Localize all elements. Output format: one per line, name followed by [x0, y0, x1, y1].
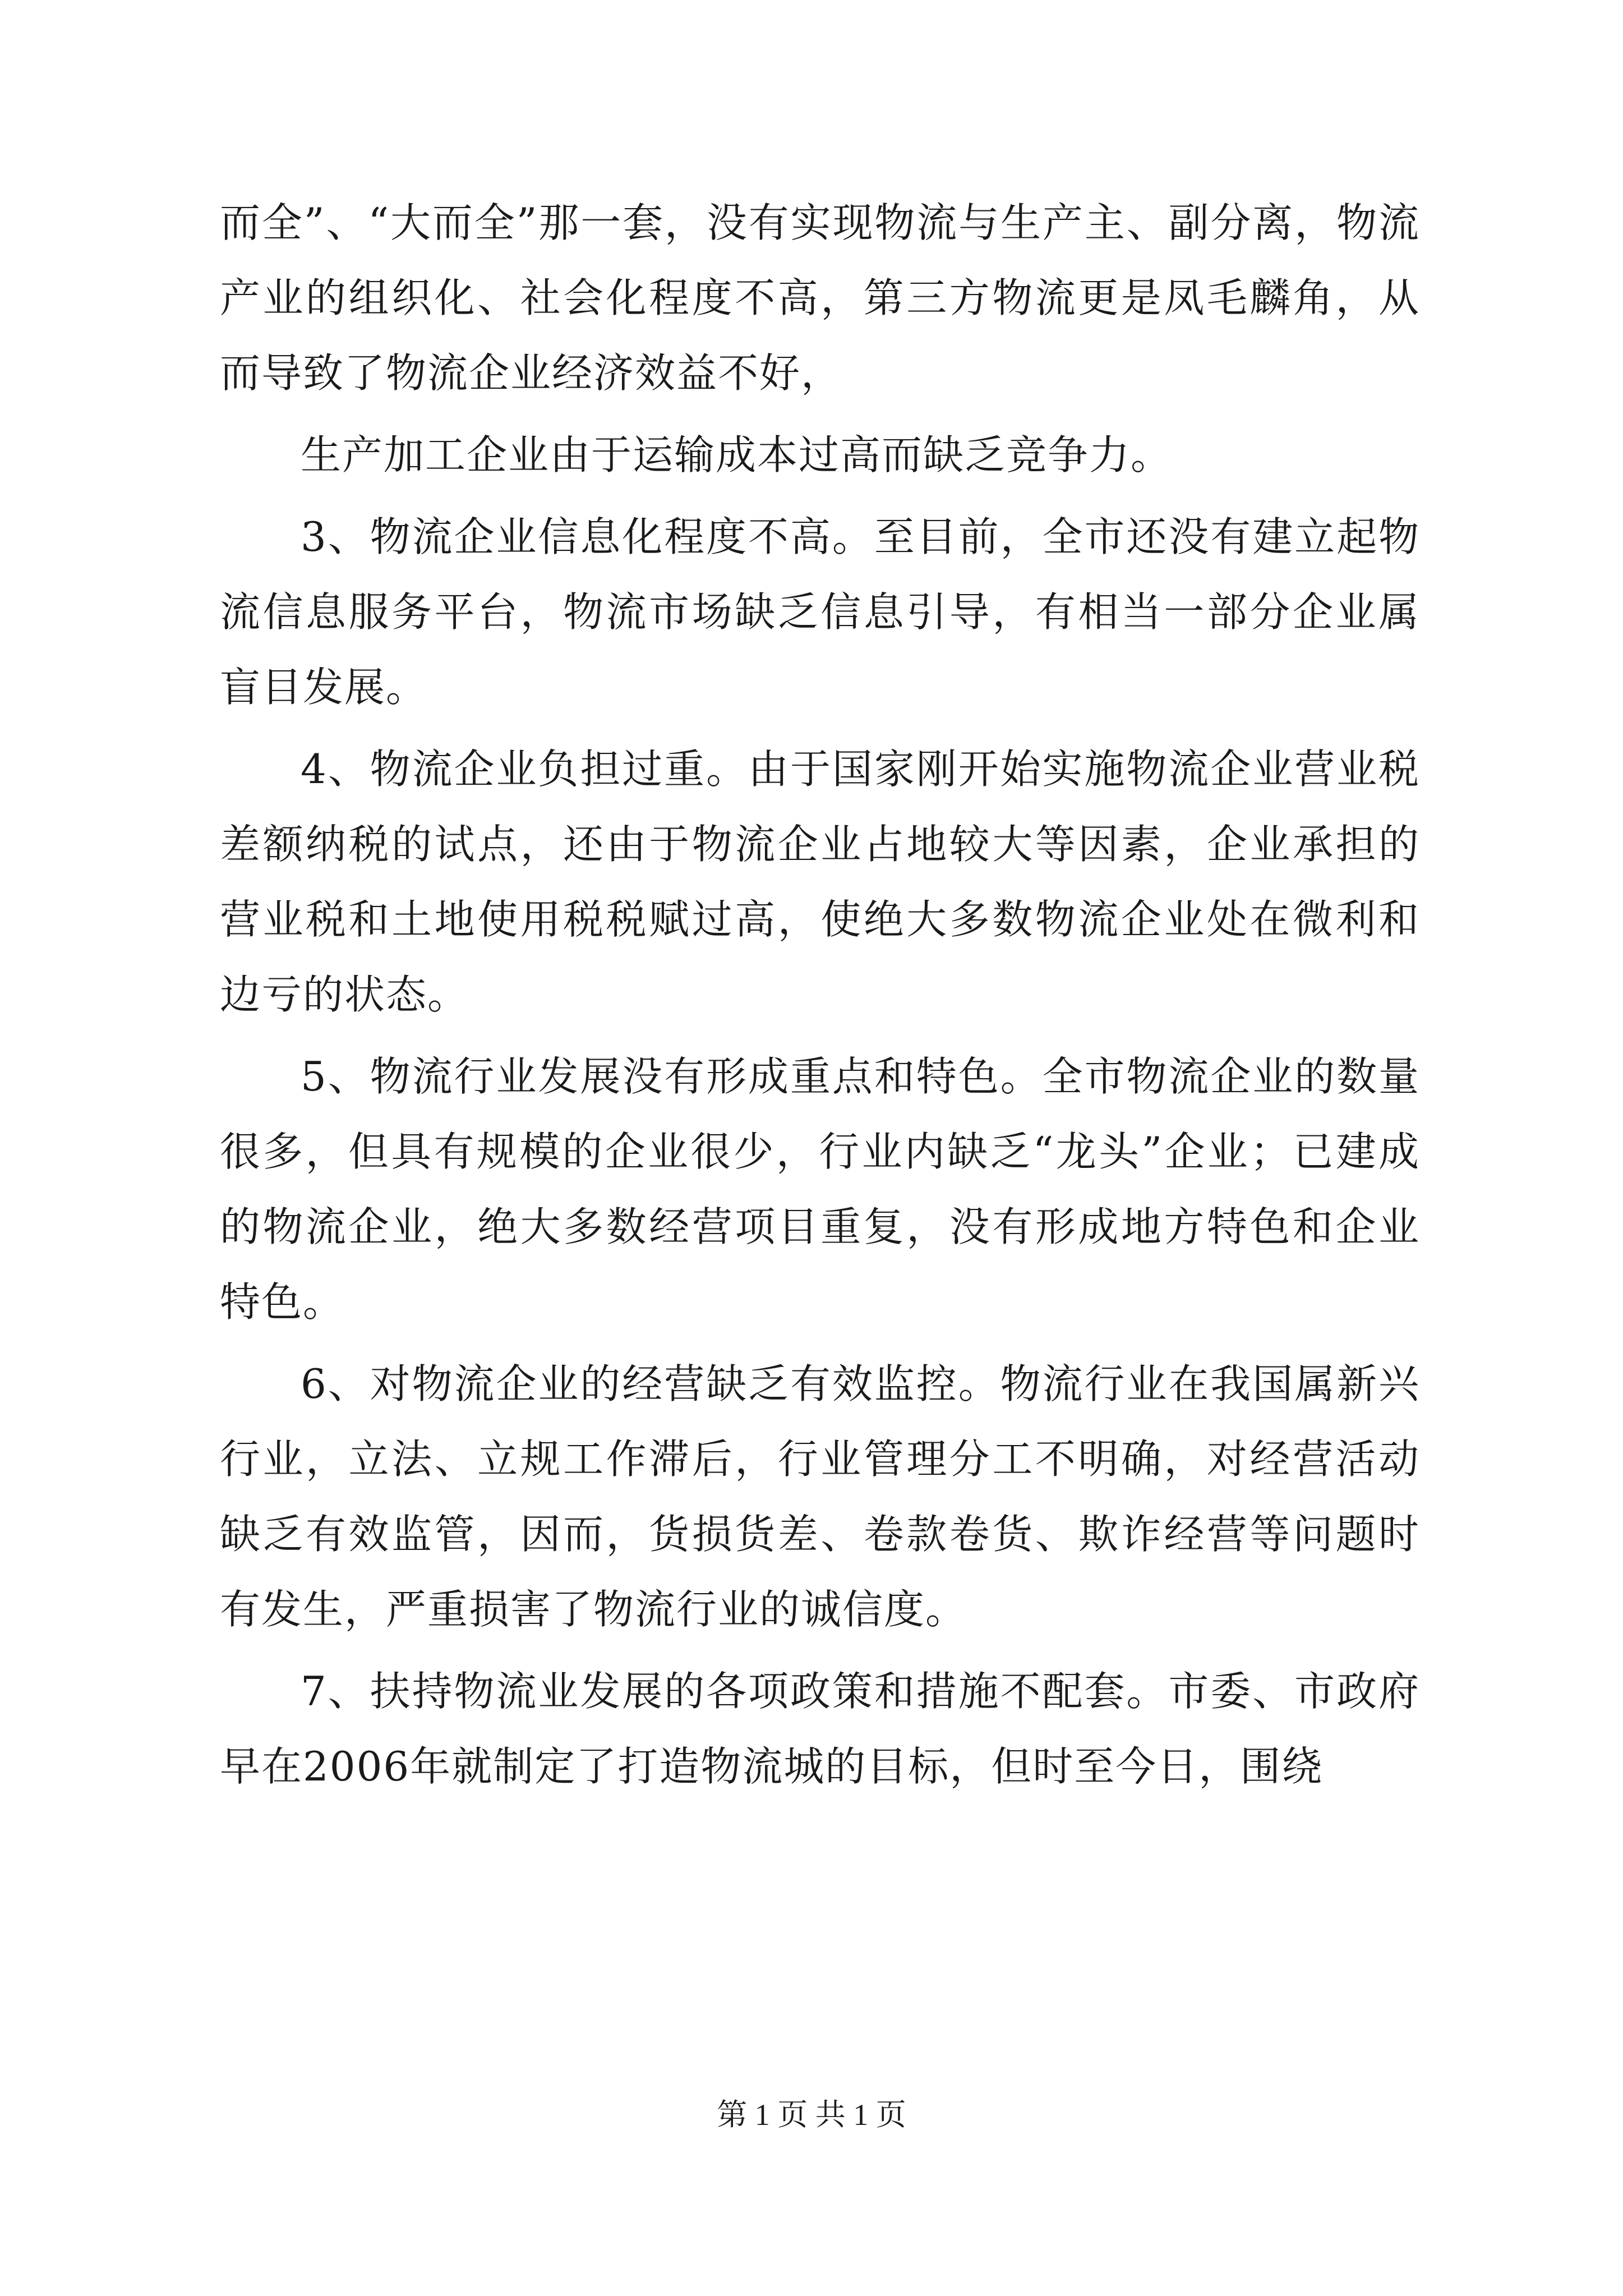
paragraph-2: 生产加工企业由于运输成本过高而缺乏竞争力。	[301, 431, 1173, 478]
paragraph-item-7: 7、扶持物流业发展的各项政策和措施不配套。市委、市政府早在2006年就制定了打造物流城的目标，但时至今日，围绕	[220, 1668, 1420, 1790]
paragraph-item-4: 4、物流企业负担过重。由于国家刚开始实施物流企业营业税差额纳税的试点，还由于物流企业占地较大等因素，企业承担的营业税和土地使用税税赋过高，使绝大多数物流企业处在微利和边亏的状态。	[220, 746, 1420, 1018]
page-number-footer: 第 1 页 共 1 页	[717, 2098, 906, 2132]
body-text	[220, 185, 1420, 1804]
paragraph-item-3: 3、物流企业信息化程度不高。至目前，全市还没有建立起物流信息服务平台，物流市场缺乏信息引导，有相当一部分企业属盲目发展。	[220, 513, 1420, 711]
paragraph-item-5: 5、物流行业发展没有形成重点和特色。全市物流企业的数量很多，但具有规模的企业很少，行业内缺乏“龙头”企业；已建成的物流企业，绝大多数经营项目重复，没有形成地方特色和企业特色。	[220, 1053, 1420, 1326]
paragraph-item-6: 6、对物流企业的经营缺乏有效监控。物流行业在我国属新兴行业，立法、立规工作滞后，行业管理分工不明确，对经营活动缺乏有效监管，因而，货损货差、卷款卷货、欺诈经营等问题时有发生，严重损害了物流行业的诚信度。	[220, 1360, 1420, 1633]
paragraph-continuation: 而全”、“大而全”那一套，没有实现物流与生产主、副分离，物流产业的组织化、社会化程度不高，第三方物流更是凤毛麟角，从而导致了物流企业经济效益不好，	[220, 199, 1420, 397]
